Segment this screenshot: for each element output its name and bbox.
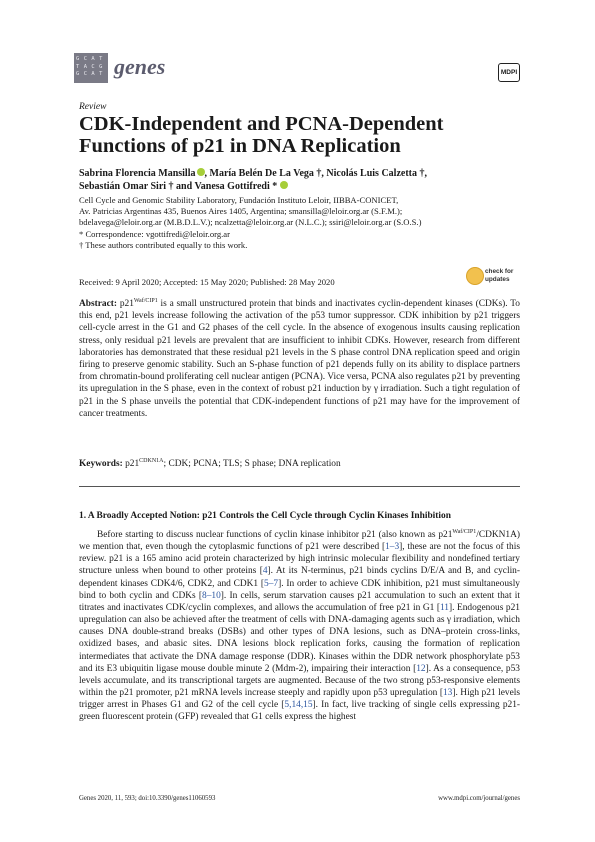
equal-contribution-note: † These authors contributed equally to this work. — [79, 239, 248, 250]
citation-link[interactable]: 12 — [416, 663, 426, 674]
footer-url[interactable]: www.mdpi.com/journal/genes — [438, 795, 520, 802]
section-heading: 1. A Broadly Accepted Notion: p21 Controls the Cell Cycle through Cyclin Kinases Inhibition — [79, 511, 451, 521]
affiliation-line: Cell Cycle and Genomic Stability Laboratory, Fundación Instituto Leloir, IIBBA-CONICET, — [79, 195, 399, 205]
citation-link[interactable]: 5,14,15 — [284, 700, 313, 711]
abstract-sup: Waf/CIP1 — [133, 298, 158, 304]
affiliation-line: bdelavega@leloir.org.ar (M.B.D.L.V.); ncalzetta@leloir.org.ar (N.L.C.); ssiri@leloir.org.ar (S.O.S.) — [79, 217, 422, 228]
body-superscript: Waf/CIP1 — [452, 529, 477, 535]
body-text-run: /CDKN1A) we mention that, even though the cytoplasmic functions of p21 were described [ — [79, 530, 520, 553]
publication-dates: Received: 9 April 2020; Accepted: 15 May 2020; Published: 28 May 2020 — [79, 277, 335, 287]
citation-link[interactable]: 4 — [262, 566, 268, 577]
author-name: Sabrina Florencia Mansilla — [79, 168, 196, 179]
citation-link[interactable]: 1–3 — [385, 542, 400, 553]
article-type: Review — [79, 102, 107, 112]
author-list — [79, 167, 519, 193]
body-text-run: Before starting to discuss nuclear functions of cyclin kinase inhibitor p21 (also known as p21 — [97, 530, 453, 540]
abstract — [79, 298, 520, 420]
author-names-line2: Sebastián Omar Siri † and Vanesa Gottifredi * — [79, 181, 278, 192]
citation-link[interactable]: 11 — [439, 602, 449, 613]
abstract-label: Abstract: — [79, 299, 118, 309]
body-text-run: ]. As a consequence, p53 levels accumulate, and its transcriptional targets are augmented. Because of the two strong p53-responsive elements within the p21 promoter, p21 mRNA levels increase steeply and rapidly upon p53 upregulation [ — [79, 663, 520, 699]
abstract-text: is a small unstructured protein that binds and inactivates cyclin-dependent kinases (CDKs). To this end, p21 levels increase following the activation of the p53 tumor suppressor. CDK inhibition by p21 triggers cell-cycle arrest in the G1 and G2 phases of the cell cycle. In the absence of exogenous insults causing replication stress, only residual p21 levels are prevalent that are insufficient to inhibit CDKs. However, research from different laboratories has demonstrated that these residual p21 levels in the S phase control DNA replication speed and origin firing to preserve genomic stability. Such an S-phase function of p21 depends fully on its ability to displace partners from chromatin-bound proliferating cell nuclear antigen (PCNA). Vice versa, PCNA also regulates p21 by preventing its upregulation in the S phase, even in the context of robust p21 induction by γ irradiation. Such a tight regulation of p21 in the S phase unveils the potential that CDK-independent functions of p21 may have for the improvement of cancer treatments. — [79, 299, 520, 419]
orcid-icon[interactable] — [197, 168, 205, 176]
citation-link[interactable]: 5–7 — [264, 578, 279, 589]
body-text-run: ]. In fact, live tracking of single cells expressing p21-green fluorescent protein (GFP) revealed that G1 cells express the highest — [79, 700, 521, 723]
footer-citation: Genes 2020, 11, 593; doi:10.3390/genes11060593 — [79, 795, 216, 802]
article-title: CDK-Independent and PCNA-Dependent Functions of p21 in DNA Replication — [79, 113, 444, 157]
author-names: , María Belén De La Vega †, Nicolás Luis Calzetta †, — [204, 168, 427, 179]
correspondence: * Correspondence: vgottifredi@leloir.org.ar — [79, 228, 230, 239]
body-text-run: ]. Endogenous p21 upregulation can also be achieved after the treatment of cells with DNA-damaging agents such as γ irradiation, which causes DNA double-strand breaks (DSBs) and other types of DNA lesions, such as DNA–protein cross-links, oxidized bases, and abasic sites. DNA lesions block replication forks, causing the formation of replication intermediates that activate the DNA damage response (DDR). Kinases within the DDR network phosphorylate p53 and its E3 ubiquitin ligase mouse double minute 2 (Mdm-2), impairing their interaction [ — [79, 602, 520, 674]
body-text-run: ]. In cells, serum starvation causes p21 accumulation to such an extent that it titrates and inactivates CDK/cyclin complexes, and allows the accumulation of free p21 in G1 [ — [79, 590, 520, 613]
citation-link[interactable]: 13 — [442, 688, 453, 699]
affiliations — [79, 195, 519, 251]
mdpi-logo-icon: MDPI — [498, 63, 520, 82]
keyword-sup: CDKN1A — [139, 458, 164, 464]
keywords-text: ; CDK; PCNA; TLS; S phase; DNA replication — [163, 459, 341, 469]
journal-name: genes — [114, 54, 166, 79]
body-text-run: ]. In order to achieve CDK inhibition, p21 must simultaneously bind to both cyclin and CDKs [ — [79, 578, 520, 601]
divider — [79, 486, 520, 487]
journal-logo-icon: G C A T T A C G G C A T — [74, 53, 108, 83]
abstract-p21: p21 — [119, 299, 134, 309]
orcid-icon[interactable] — [280, 181, 288, 189]
keywords — [79, 459, 520, 469]
check-updates-line2: updates — [485, 275, 510, 283]
citation-link[interactable]: 8–10 — [202, 590, 221, 601]
body-text — [79, 529, 520, 724]
check-for-updates-button[interactable] — [466, 267, 522, 289]
affiliation-line: Av. Patricias Argentinas 435, Buenos Aires 1405, Argentina; smansilla@leloir.org.ar (S.F.M.); — [79, 206, 403, 217]
keyword-p21: p21 — [125, 459, 140, 469]
check-updates-line1: check for — [485, 268, 514, 275]
body-paragraph — [79, 529, 520, 724]
body-text-run: ]. High p21 levels trigger arrest in Phases G1 and G2 of the cell cycle [ — [79, 688, 520, 711]
keywords-label: Keywords: — [79, 459, 123, 469]
check-updates-icon — [466, 267, 484, 285]
body-text-run: ]. At its N-terminus, p21 binds cyclins D/E/A and B, and cyclin-dependent kinases CDK4/6, CDK2, and CDK1 [ — [79, 566, 520, 589]
body-text-run: ], these are not the focus of this review. p21 is a 165 amino acid protein characterized by high intrinsic molecular flexibility and nondefined tertiary structure unless when bound to other proteins [ — [79, 542, 520, 577]
